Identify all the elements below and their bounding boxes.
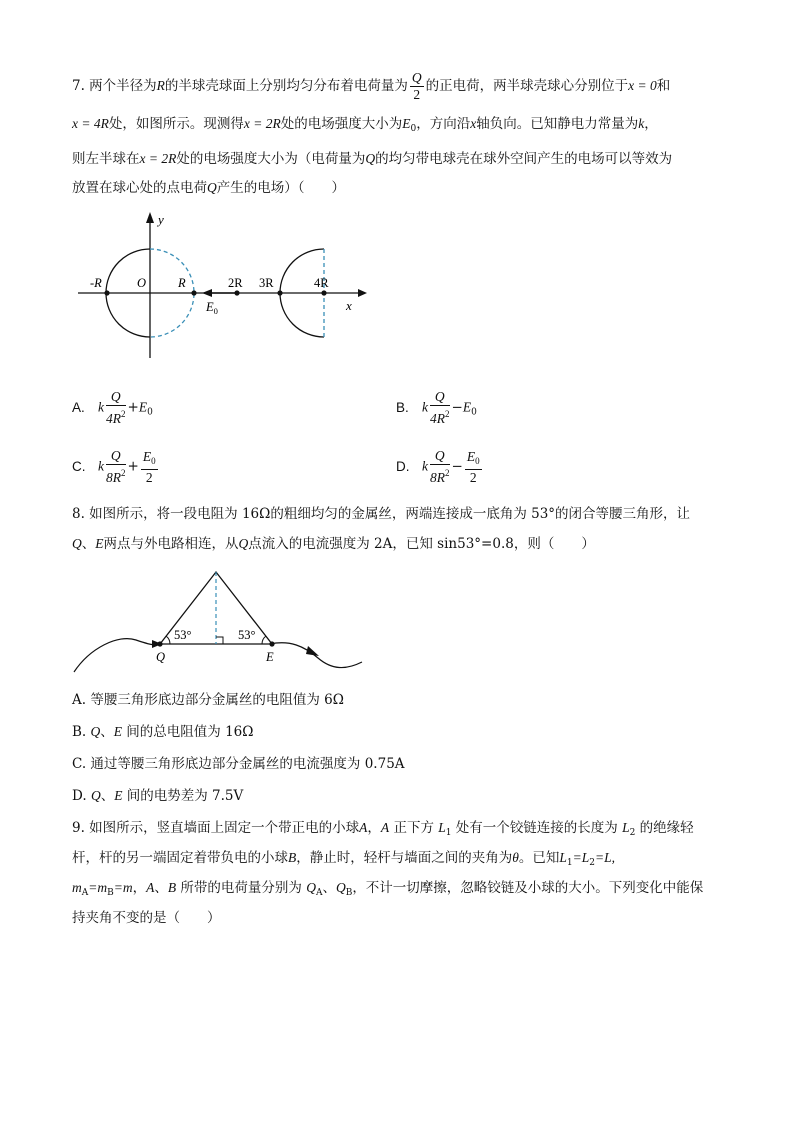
x-axis-arrow-icon xyxy=(358,289,367,297)
e0-arrow-icon xyxy=(202,289,212,297)
q7-option-a[interactable]: A. k $\frac{Q}{4R^2}$ $+E_0$ xyxy=(72,389,153,426)
point-minus-R xyxy=(104,290,109,295)
angle-label-right: 53° xyxy=(238,628,256,642)
q7-option-d[interactable]: D. k $\frac{Q}{8R^2}$ − $\frac{E_0}{2}$ xyxy=(396,448,480,485)
q8-option-c[interactable]: C. 通过等腰三角形底边部分金属丝的电流强度为 0.75A xyxy=(72,756,405,772)
q7-option-b[interactable]: B. k $\frac{Q}{4R^2}$ $-E_0$ xyxy=(396,389,477,426)
label-E: E xyxy=(266,650,274,664)
label-R: R xyxy=(178,276,186,290)
label-minus-R: -R xyxy=(90,276,102,290)
label-E0: $E_0$ xyxy=(206,300,218,316)
q9-line-2: 杆，杆的另一端固定着带负电的小球B，静止时，轻杆与墙面之间的夹角为θ。已知$L_1=L_2=L$, xyxy=(72,850,615,868)
angle-label-left: 53° xyxy=(174,628,192,642)
right-angle-mark xyxy=(216,637,223,644)
q9-line-3: $m_A=m_B=m$，A、B 所带的电荷量分别为 $Q_A$、$Q_B$，不计一切摩擦，忽略铰链及小球的大小。下列变化中能保 xyxy=(72,880,704,898)
label-O: O xyxy=(137,276,147,290)
q-over-2-fraction: $\frac{Q}{2}$ xyxy=(411,70,422,102)
q7-option-c[interactable]: C. k $\frac{Q}{8R^2}$ + $\frac{E_0}{2}$ xyxy=(72,448,156,485)
q8-option-d[interactable]: D. Q、E 间的电势差为 7.5V xyxy=(72,788,244,804)
q9-line-4: 持夹角不变的是（ ） xyxy=(72,910,221,926)
q7-line-2: x = 4R处，如图所示。现测得x = 2R处的电场强度大小为$E_0$，方向沿x轴负向。已知静电力常量为k， xyxy=(72,116,658,134)
q8-line-1: 8. 如图所示，将一段电阻为 16Ω的粗细均匀的金属丝，两端连接成一底角为 53°的闭合等腰三角形，让 xyxy=(72,506,691,522)
point-R xyxy=(191,290,196,295)
incoming-wire xyxy=(74,639,160,672)
label-Q: Q xyxy=(156,650,166,664)
point-E xyxy=(269,641,274,646)
q9-line-1: 9. 如图所示，竖直墙面上固定一个带正电的小球A，A 正下方 $L_1$ 处有一个铰链连接的长度为 $L_2$ 的绝缘轻 xyxy=(72,820,694,838)
point-Q xyxy=(157,641,162,646)
x-axis-label: x xyxy=(346,298,352,313)
label-3R: 3R xyxy=(259,276,274,290)
label-4R: 4R xyxy=(314,276,329,290)
outgoing-arrow-icon xyxy=(306,646,319,656)
y-axis-arrow-icon xyxy=(146,212,154,223)
q8-line-2: Q、E两点与外电路相连，从Q点流入的电流强度为 2A，已知 sin53°=0.8，则（ ） xyxy=(72,536,595,552)
label-2R: 2R xyxy=(228,276,243,290)
point-3R xyxy=(277,290,282,295)
q8-triangle-figure xyxy=(70,566,370,678)
q8-option-b[interactable]: B. Q、E 间的总电阻值为 16Ω xyxy=(72,724,254,740)
angle-arc-right xyxy=(262,636,266,644)
q7-hemisphere-figure xyxy=(70,208,370,368)
q7-line-3: 则左半球在x = 2R处的电场强度大小为（电荷量为Q的均匀带电球壳在球外空间产生的电场可以等效为 xyxy=(72,151,673,167)
point-4R xyxy=(321,290,326,295)
q8-option-a[interactable]: A. 等腰三角形底边部分金属丝的电阻值为 6Ω xyxy=(72,692,344,708)
q7-line-1: 7. 两个半径为R的半球壳球面上分别均匀分布着电荷量为 $\frac{Q}{2}$ 的正电荷，两半球壳球心分别位于x = 0和 xyxy=(72,70,671,102)
y-axis-label: y xyxy=(158,212,164,227)
angle-arc-left xyxy=(166,636,170,644)
q7-line-4: 放置在球心处的点电荷Q产生的电场）（ ） xyxy=(72,180,345,196)
